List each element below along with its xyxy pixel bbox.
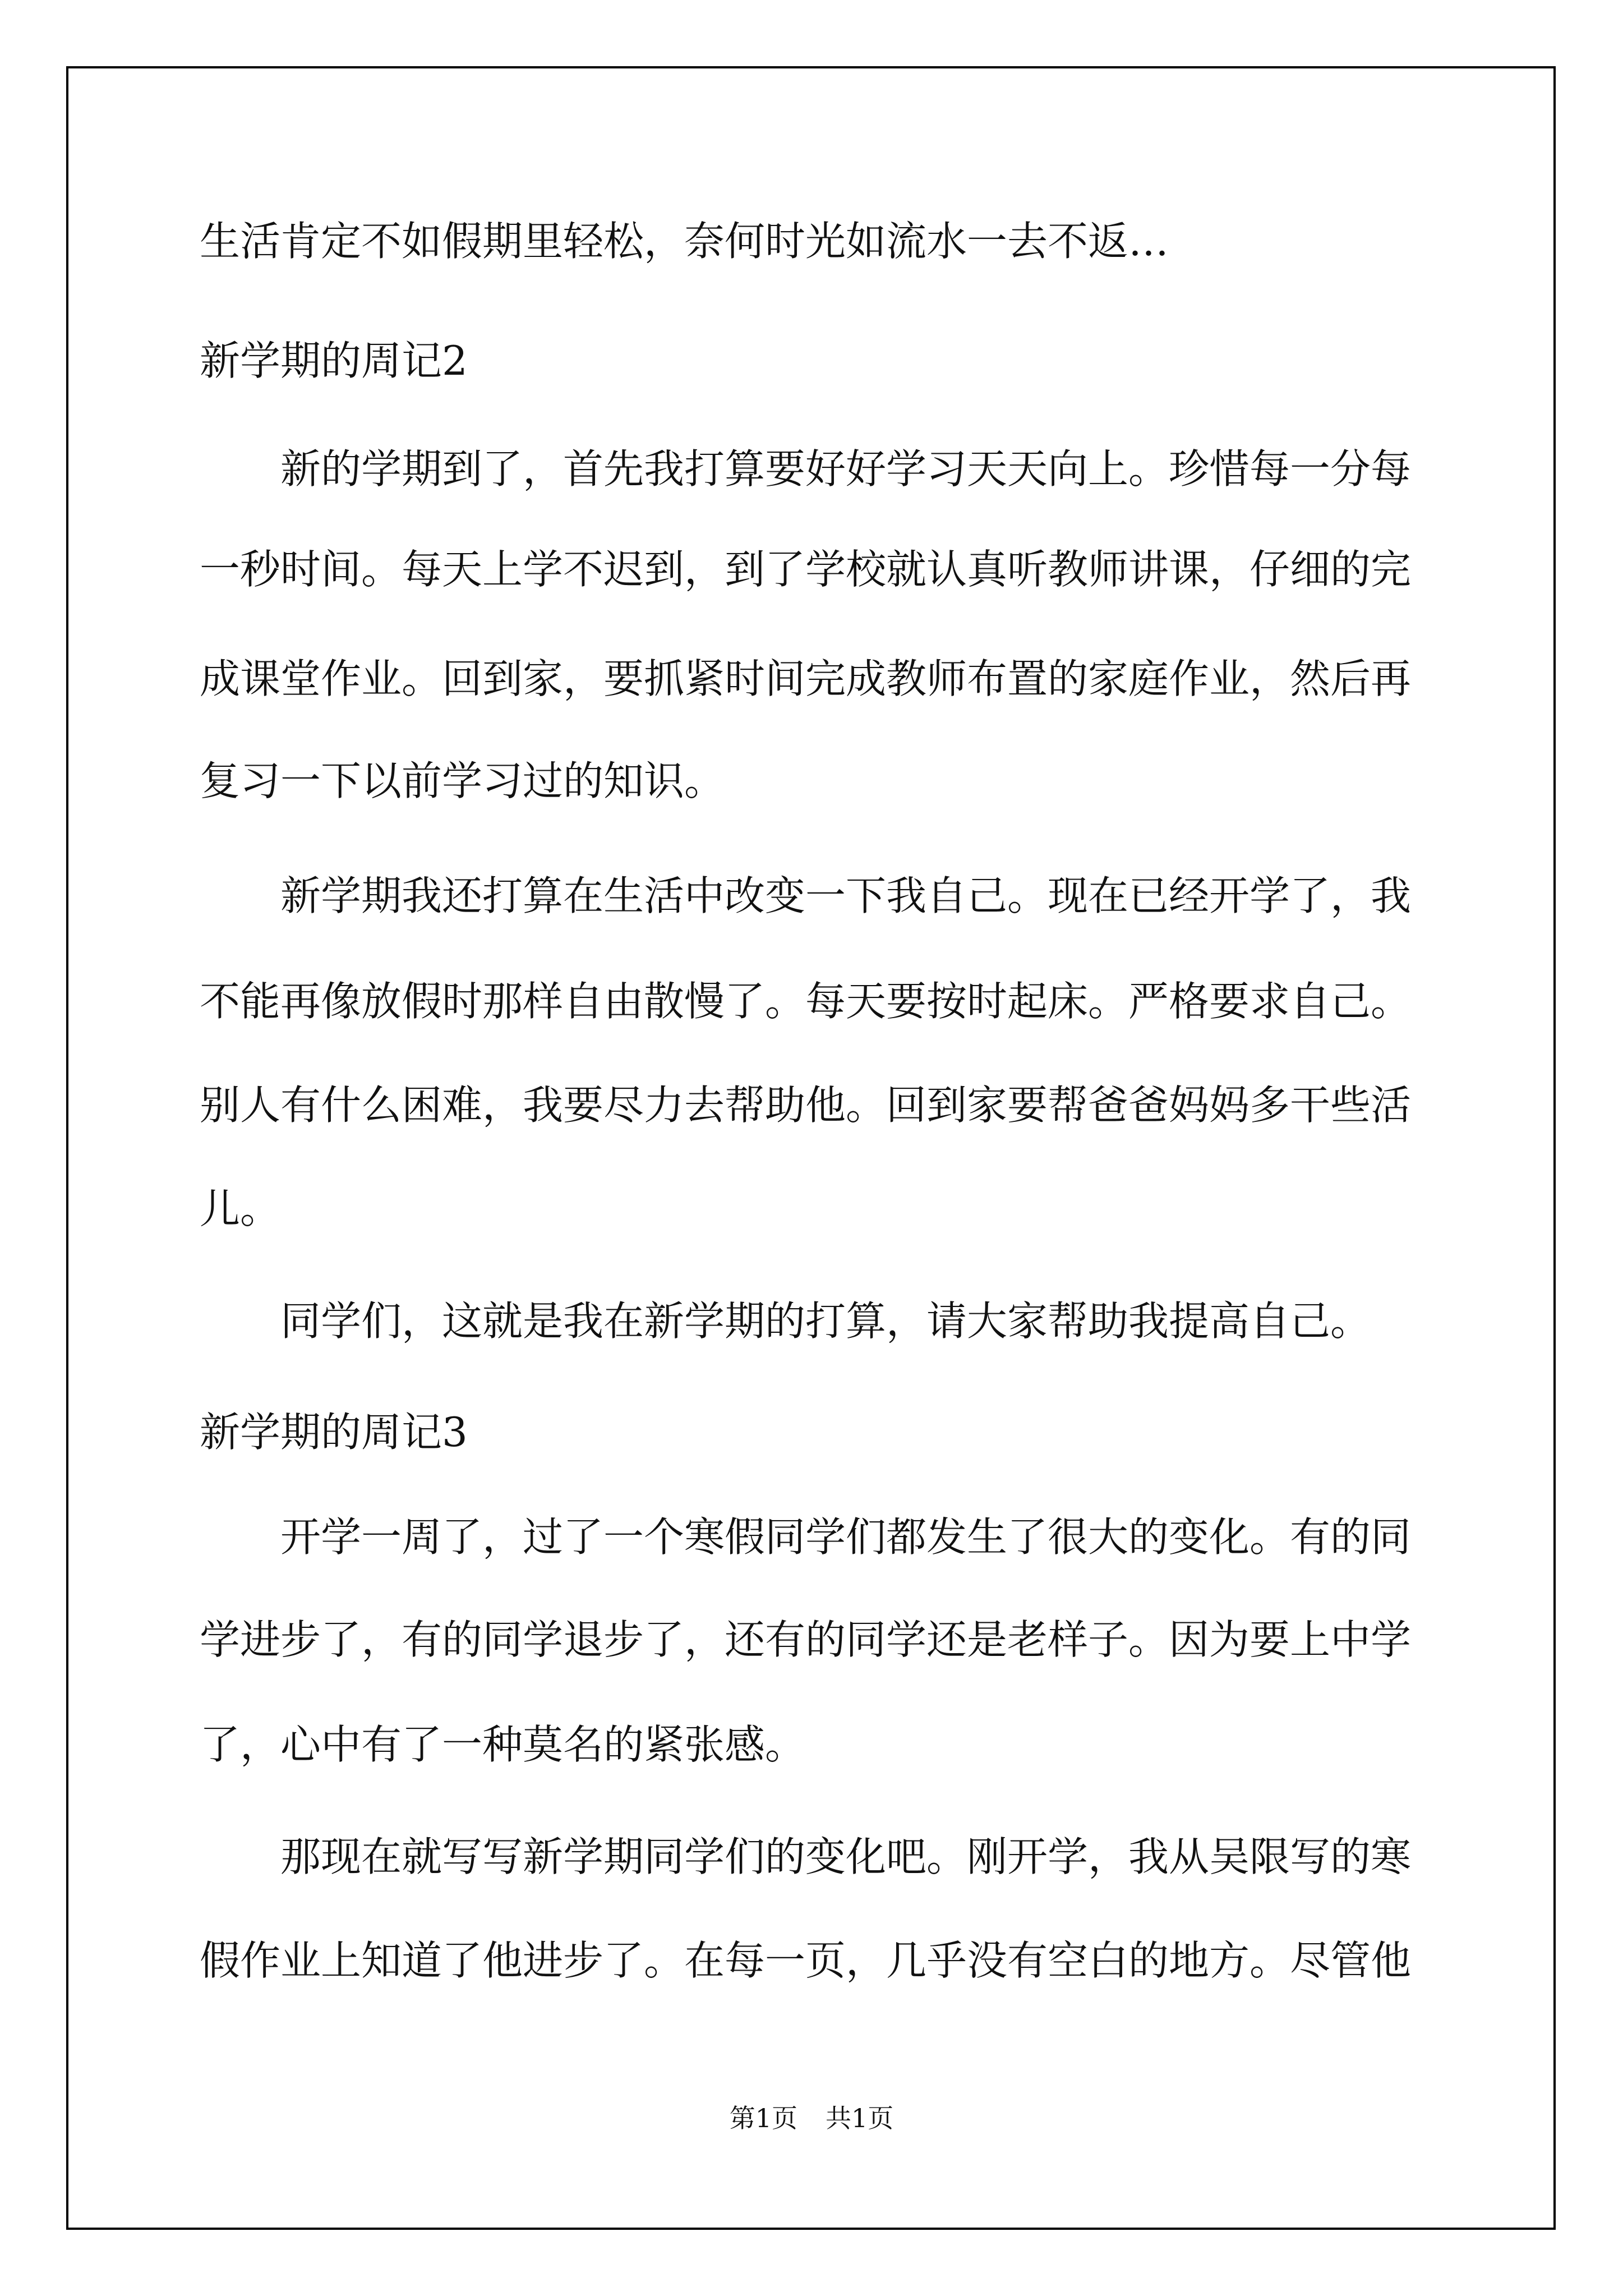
text-line: 开学一周了，过了一个寒假同学们都发生了很大的变化。有的同 (280, 1513, 1412, 1561)
text-line: 生活肯定不如假期里轻松，奈何时光如流水一去不返… (200, 218, 1169, 265)
text-line: 了，心中有了一种莫名的紧张感。 (200, 1721, 806, 1768)
page-border (66, 66, 1556, 2230)
text-line: 复习一下以前学习过的知识。 (200, 757, 725, 804)
text-line: 新学期我还打算在生活中改变一下我自己。现在已经开学了，我 (280, 872, 1412, 919)
text-line: 新的学期到了，首先我打算要好好学习天天向上。珍惜每一分每 (280, 445, 1412, 493)
text-line: 那现在就写写新学期同学们的变化吧。刚开学，我从吴限写的寒 (280, 1833, 1412, 1880)
page-number: 第1页 (729, 2103, 797, 2133)
section-heading: 新学期的周记3 (200, 1409, 468, 1456)
text-line: 同学们，这就是我在新学期的打算，请大家帮助我提高自己。 (280, 1297, 1371, 1345)
text-line: 学进步了，有的同学退步了，还有的同学还是老样子。因为要上中学 (200, 1616, 1412, 1663)
page-total: 共1页 (826, 2103, 894, 2133)
section-heading: 新学期的周记2 (200, 337, 468, 384)
text-line: 假作业上知道了他进步了。在每一页，几乎没有空白的地方。尽管他 (200, 1937, 1412, 1984)
text-line: 别人有什么困难，我要尽力去帮助他。回到家要帮爸爸妈妈多干些活 (200, 1082, 1412, 1129)
page-footer (0, 2098, 1623, 2135)
text-line: 不能再像放假时那样自由散慢了。每天要按时起床。严格要求自己。 (200, 978, 1412, 1025)
text-line: 一秒时间。每天上学不迟到，到了学校就认真听教师讲课，仔细的完 (200, 546, 1412, 593)
text-line: 成课堂作业。回到家，要抓紧时间完成教师布置的家庭作业，然后再 (200, 655, 1412, 702)
text-line: 儿。 (200, 1185, 281, 1232)
